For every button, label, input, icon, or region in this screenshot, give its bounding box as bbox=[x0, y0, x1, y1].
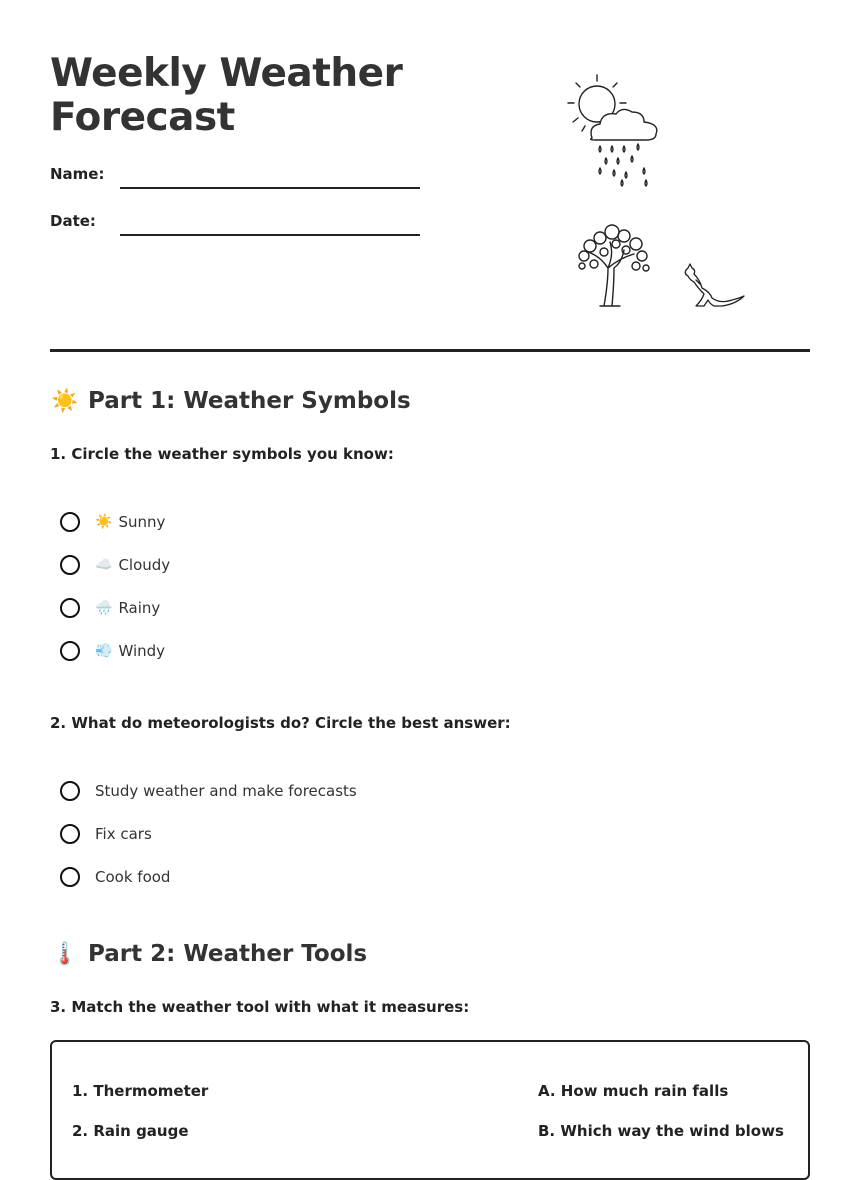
kangaroo-icon bbox=[685, 264, 744, 306]
option-fix-cars[interactable] bbox=[60, 821, 152, 847]
sun-icon: ☀️ bbox=[95, 514, 113, 530]
answer-circle[interactable] bbox=[60, 641, 80, 661]
answer-circle[interactable] bbox=[60, 555, 80, 575]
option-label: Study weather and make forecasts bbox=[95, 782, 357, 800]
sun-icon: ☀️ bbox=[51, 388, 79, 414]
sun-cloud-rain-icon bbox=[568, 75, 657, 186]
measure-item: A. How much rain falls bbox=[538, 1082, 729, 1100]
header-divider bbox=[50, 349, 810, 352]
answer-circle[interactable] bbox=[60, 512, 80, 532]
part2-heading bbox=[50, 941, 367, 967]
option-rainy[interactable] bbox=[60, 595, 160, 621]
option-cook-food[interactable] bbox=[60, 864, 170, 890]
measure-item: B. Which way the wind blows bbox=[538, 1122, 784, 1140]
option-label: Windy bbox=[118, 642, 166, 660]
date-label: Date: bbox=[50, 212, 96, 230]
option-label: Cook food bbox=[95, 868, 171, 886]
tool-item: 1. Thermometer bbox=[72, 1082, 209, 1100]
question-3: 3. Match the weather tool with what it measures: bbox=[50, 998, 470, 1016]
option-label: Fix cars bbox=[95, 825, 152, 843]
question-1: 1. Circle the weather symbols you know: bbox=[50, 445, 394, 463]
option-sunny[interactable] bbox=[60, 509, 165, 535]
option-study-weather[interactable] bbox=[60, 778, 357, 804]
date-line[interactable] bbox=[120, 234, 420, 236]
answer-circle[interactable] bbox=[60, 781, 80, 801]
wind-icon: 💨 bbox=[95, 643, 113, 659]
thermometer-icon: 🌡️ bbox=[51, 941, 79, 967]
answer-circle[interactable] bbox=[60, 824, 80, 844]
weather-illustration bbox=[560, 68, 760, 318]
part1-title: Part 1: Weather Symbols bbox=[88, 388, 411, 414]
tool-item: 2. Rain gauge bbox=[72, 1122, 189, 1140]
option-label: Cloudy bbox=[118, 556, 171, 574]
answer-circle[interactable] bbox=[60, 867, 80, 887]
name-line[interactable] bbox=[120, 187, 420, 189]
option-windy[interactable] bbox=[60, 638, 165, 664]
option-cloudy[interactable] bbox=[60, 552, 170, 578]
part1-heading bbox=[50, 388, 411, 414]
option-label: Rainy bbox=[118, 599, 161, 617]
question-2: 2. What do meteorologists do? Circle the best answer: bbox=[50, 714, 511, 732]
answer-circle[interactable] bbox=[60, 598, 80, 618]
tree-icon bbox=[579, 225, 649, 306]
rain-cloud-icon: 🌧️ bbox=[95, 600, 113, 616]
part2-title: Part 2: Weather Tools bbox=[88, 941, 368, 967]
matching-box bbox=[50, 1040, 810, 1180]
worksheet-title: Weekly Weather Forecast bbox=[50, 51, 403, 140]
option-label: Sunny bbox=[118, 513, 166, 531]
name-label: Name: bbox=[50, 165, 105, 183]
cloud-icon: ☁️ bbox=[95, 557, 113, 573]
